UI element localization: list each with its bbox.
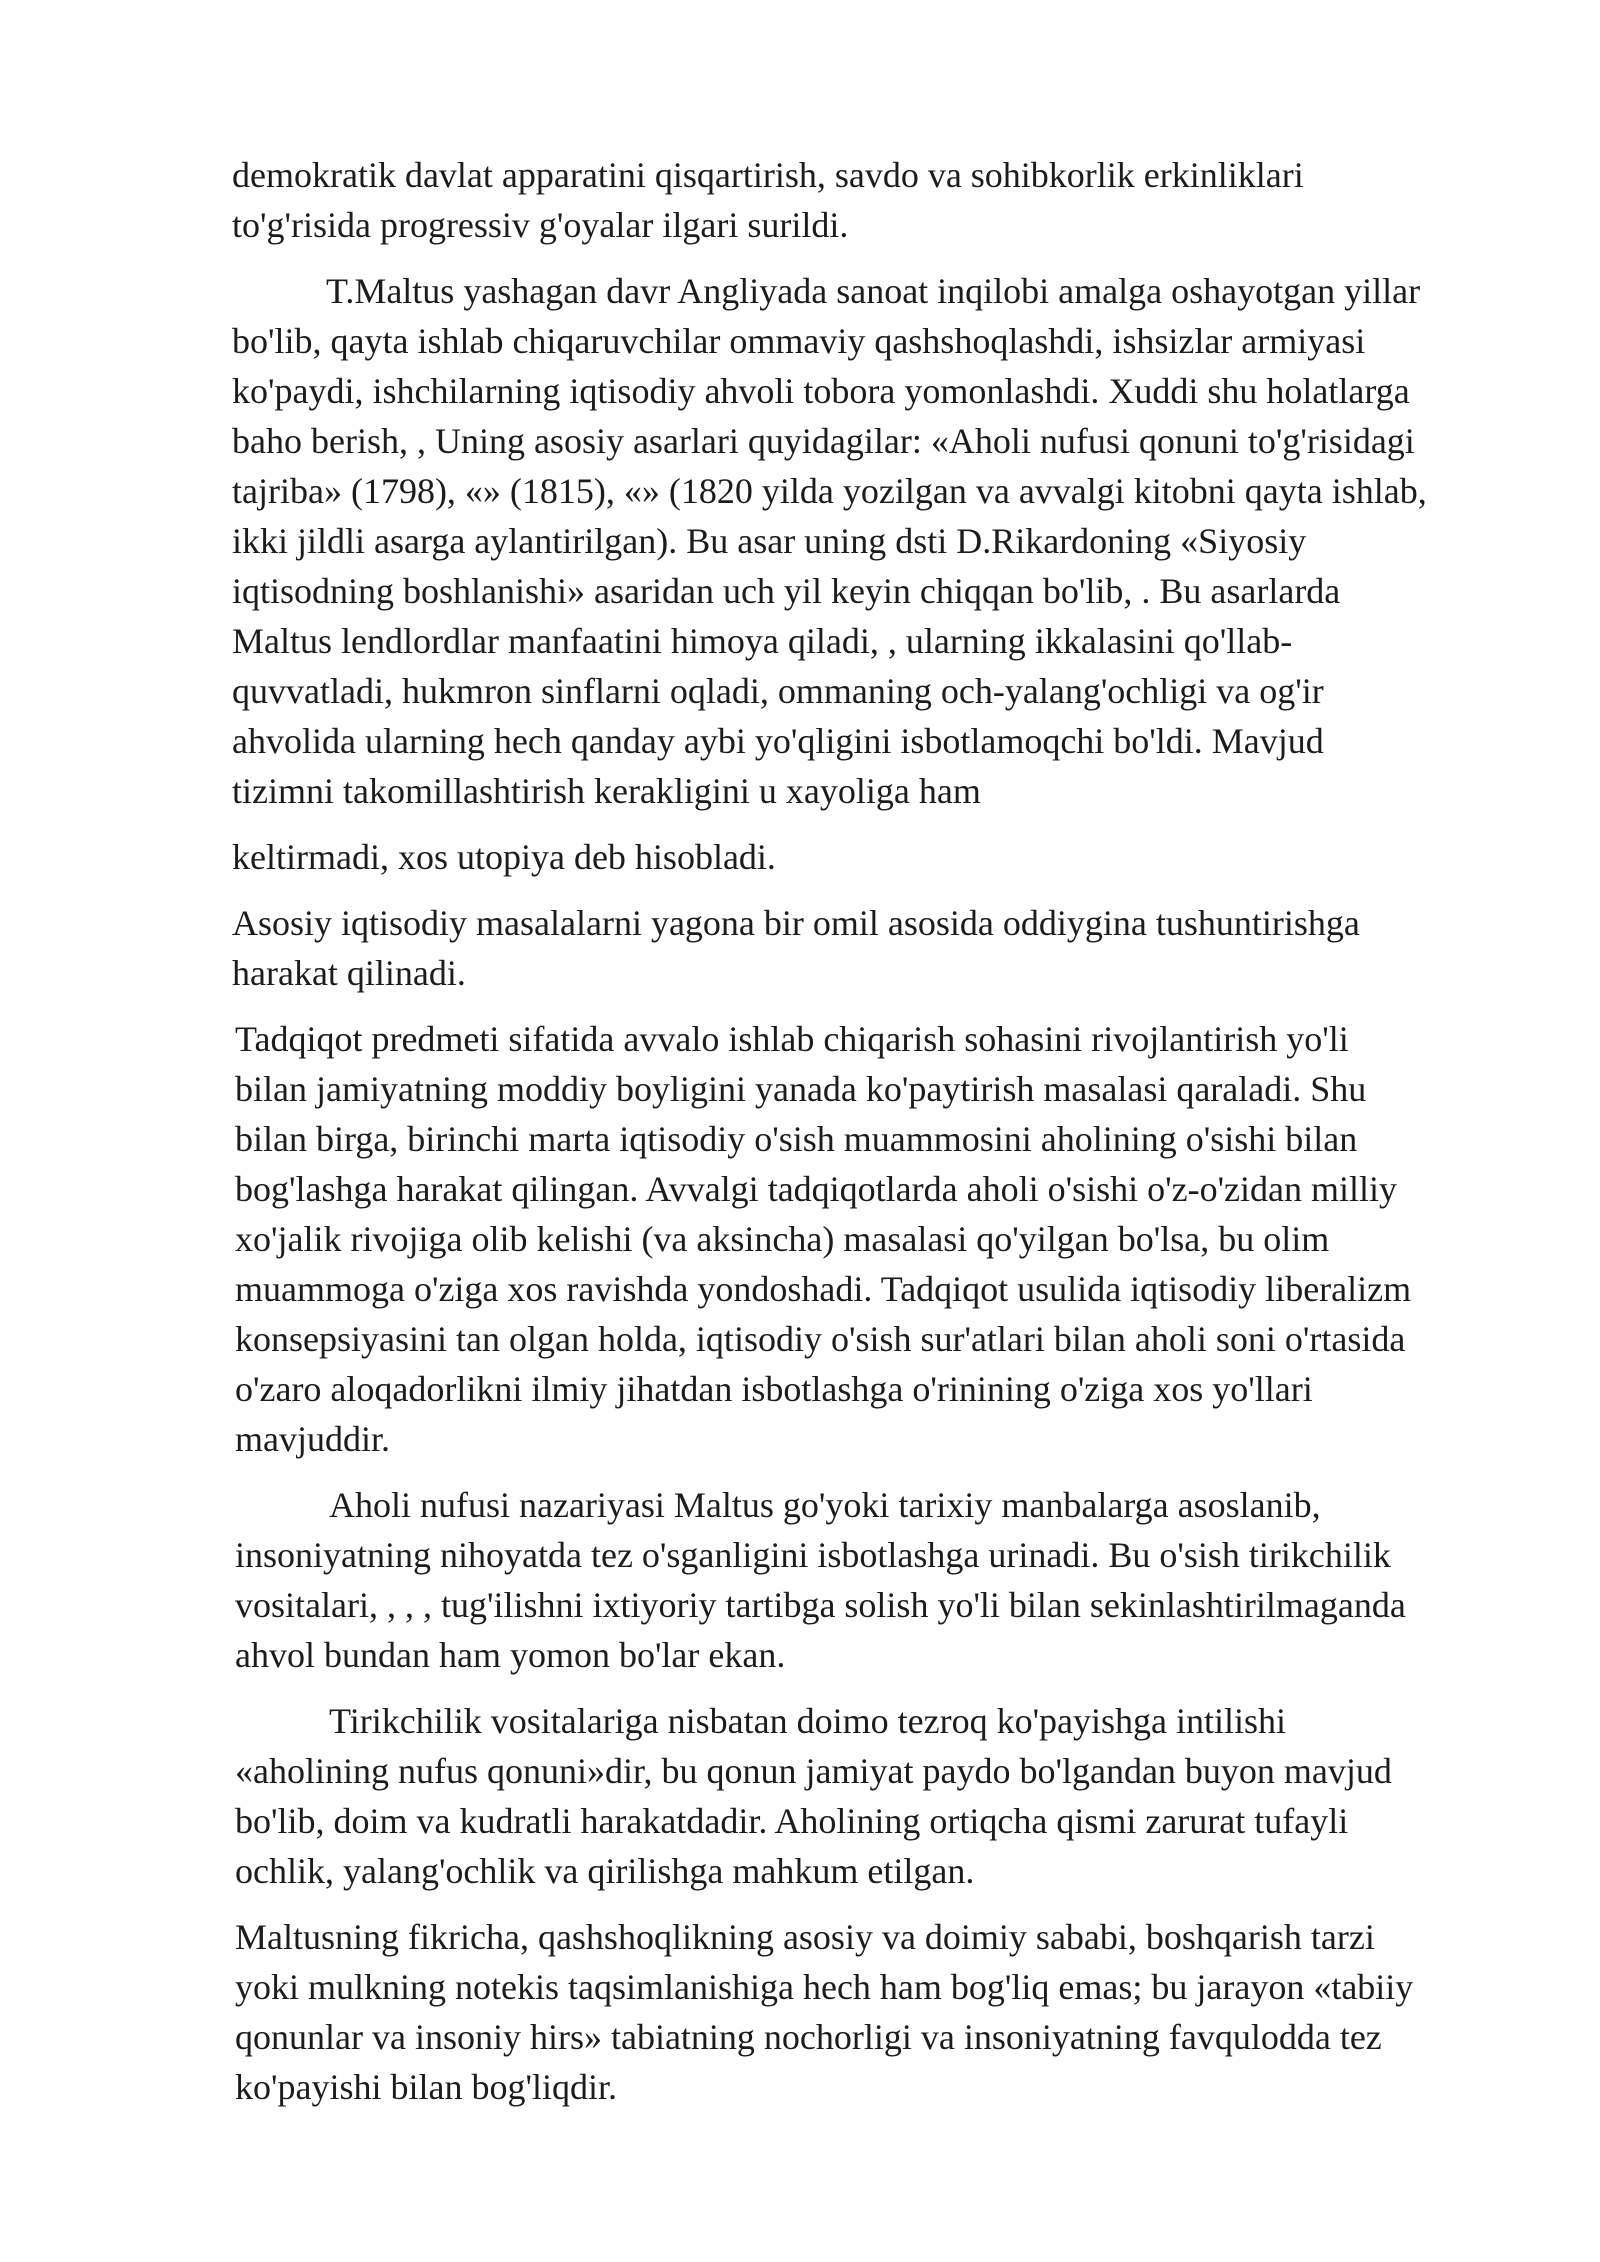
paragraph-8: Maltusning fikricha, qashshoqlikning asosiy va doimiy sababi, boshqarish tarzi yoki mulkning notekis taqsimlanishiga hech ham bog'liq emas; bu jarayon «tabiiy qonunlar va insoniy hirs» tabiatning nochorligi va insoniyatning favqulodda tez ko'payishi bilan bog'liqdir. <box>235 1917 1414 2107</box>
document-body <box>232 150 1512 2128</box>
paragraph-2: T.Maltus yashagan davr Angliyada sanoat inqilobi amalga oshayotgan yillar bo'lib, qayta ishlab chiqaruvchilar ommaviy qashshoqlashdi, ishsizlar armiyasi ko'paydi, ishchilarning iqtisodiy ahvoli tobora yomonlashdi. Xuddi shu holatlarga baho berish, , Uning asosiy asarlari quyidagilar: «Aholi nufusi qonuni to'g'risidagi tajriba» (1798), «» (1815), «» (1820 yilda yozilgan va avvalgi kitobni qayta ishlab, ikki jildli asarga aylantirilgan). Bu asar uning dsti D.Rikardoning «Siyosiy iqtisodning boshlanishi» asaridan uch yil keyin chiqqan bo'lib, . Bu asarlarda Maltus lendlordlar manfaatini himoya qiladi, , ularning ikkalasini qo'llab- quvvatladi, hukmron sinflarni oqladi, ommaning och-yalang'ochligi va og'ir ahvolida ularning hech qanday aybi yo'qligini isbotlamoqchi bo'ldi. Mavjud tizimni takomillashtirish kerakligini u xayoliga ham <box>232 271 1427 811</box>
paragraph-4: Asosiy iqtisodiy masalalarni yagona bir omil asosida oddiygina tushuntirishga harakat qilinadi. <box>232 903 1360 993</box>
paragraph-3: keltirmadi, xos utopiya deb hisobladi. <box>232 837 776 877</box>
paragraph-1: demokratik davlat apparatini qisqartirish, savdo va sohibkorlik erkinliklari to'g'risida progressiv g'oyalar ilgari surildi. <box>232 155 1304 245</box>
paragraph-7: Tirikchilik vositalariga nisbatan doimo tezroq ko'payishga intilishi «aholining nufus qonuni»dir, bu qonun jamiyat paydo bo'lgandan buyon mavjud bo'lib, doim va kudratli harakatdadir. Aholining ortiqcha qismi zarurat tufayli ochlik, yalang'ochlik va qirilishga mahkum etilgan. <box>235 1701 1392 1891</box>
paragraph-5: Tadqiqot predmeti sifatida avvalo ishlab chiqarish sohasini rivojlantirish yo'li bilan jamiyatning moddiy boyligini yanada ko'paytirish masalasi qaraladi. Shu bilan birga, birinchi marta iqtisodiy o'sish muammosini aholining o'sishi bilan bog'lashga harakat qilingan. Avvalgi tadqiqotlarda aholi o'sishi o'z-o'zidan milliy xo'jalik rivojiga olib kelishi (va aksincha) masalasi qo'yilgan bo'lsa, bu olim muammoga o'ziga xos ravishda yondoshadi. Tadqiqot usulida iqtisodiy liberalizm konsepsiyasini tan olgan holda, iqtisodiy o'sish sur'atlari bilan aholi soni o'rtasida o'zaro aloqadorlikni ilmiy jihatdan isbotlashga o'rinining o'ziga xos yo'llari mavjuddir. <box>235 1019 1412 1459</box>
paragraph-6: Aholi nufusi nazariyasi Maltus go'yoki tarixiy manbalarga asoslanib, insoniyatning nihoyatda tez o'sganligini isbotlashga urinadi. Bu o'sish tirikchilik vositalari, , , , tug'ilishni ixtiyoriy tartibga solish yo'li bilan sekinlashtirilmaganda ahvol bundan ham yomon bo'lar ekan. <box>235 1485 1406 1675</box>
